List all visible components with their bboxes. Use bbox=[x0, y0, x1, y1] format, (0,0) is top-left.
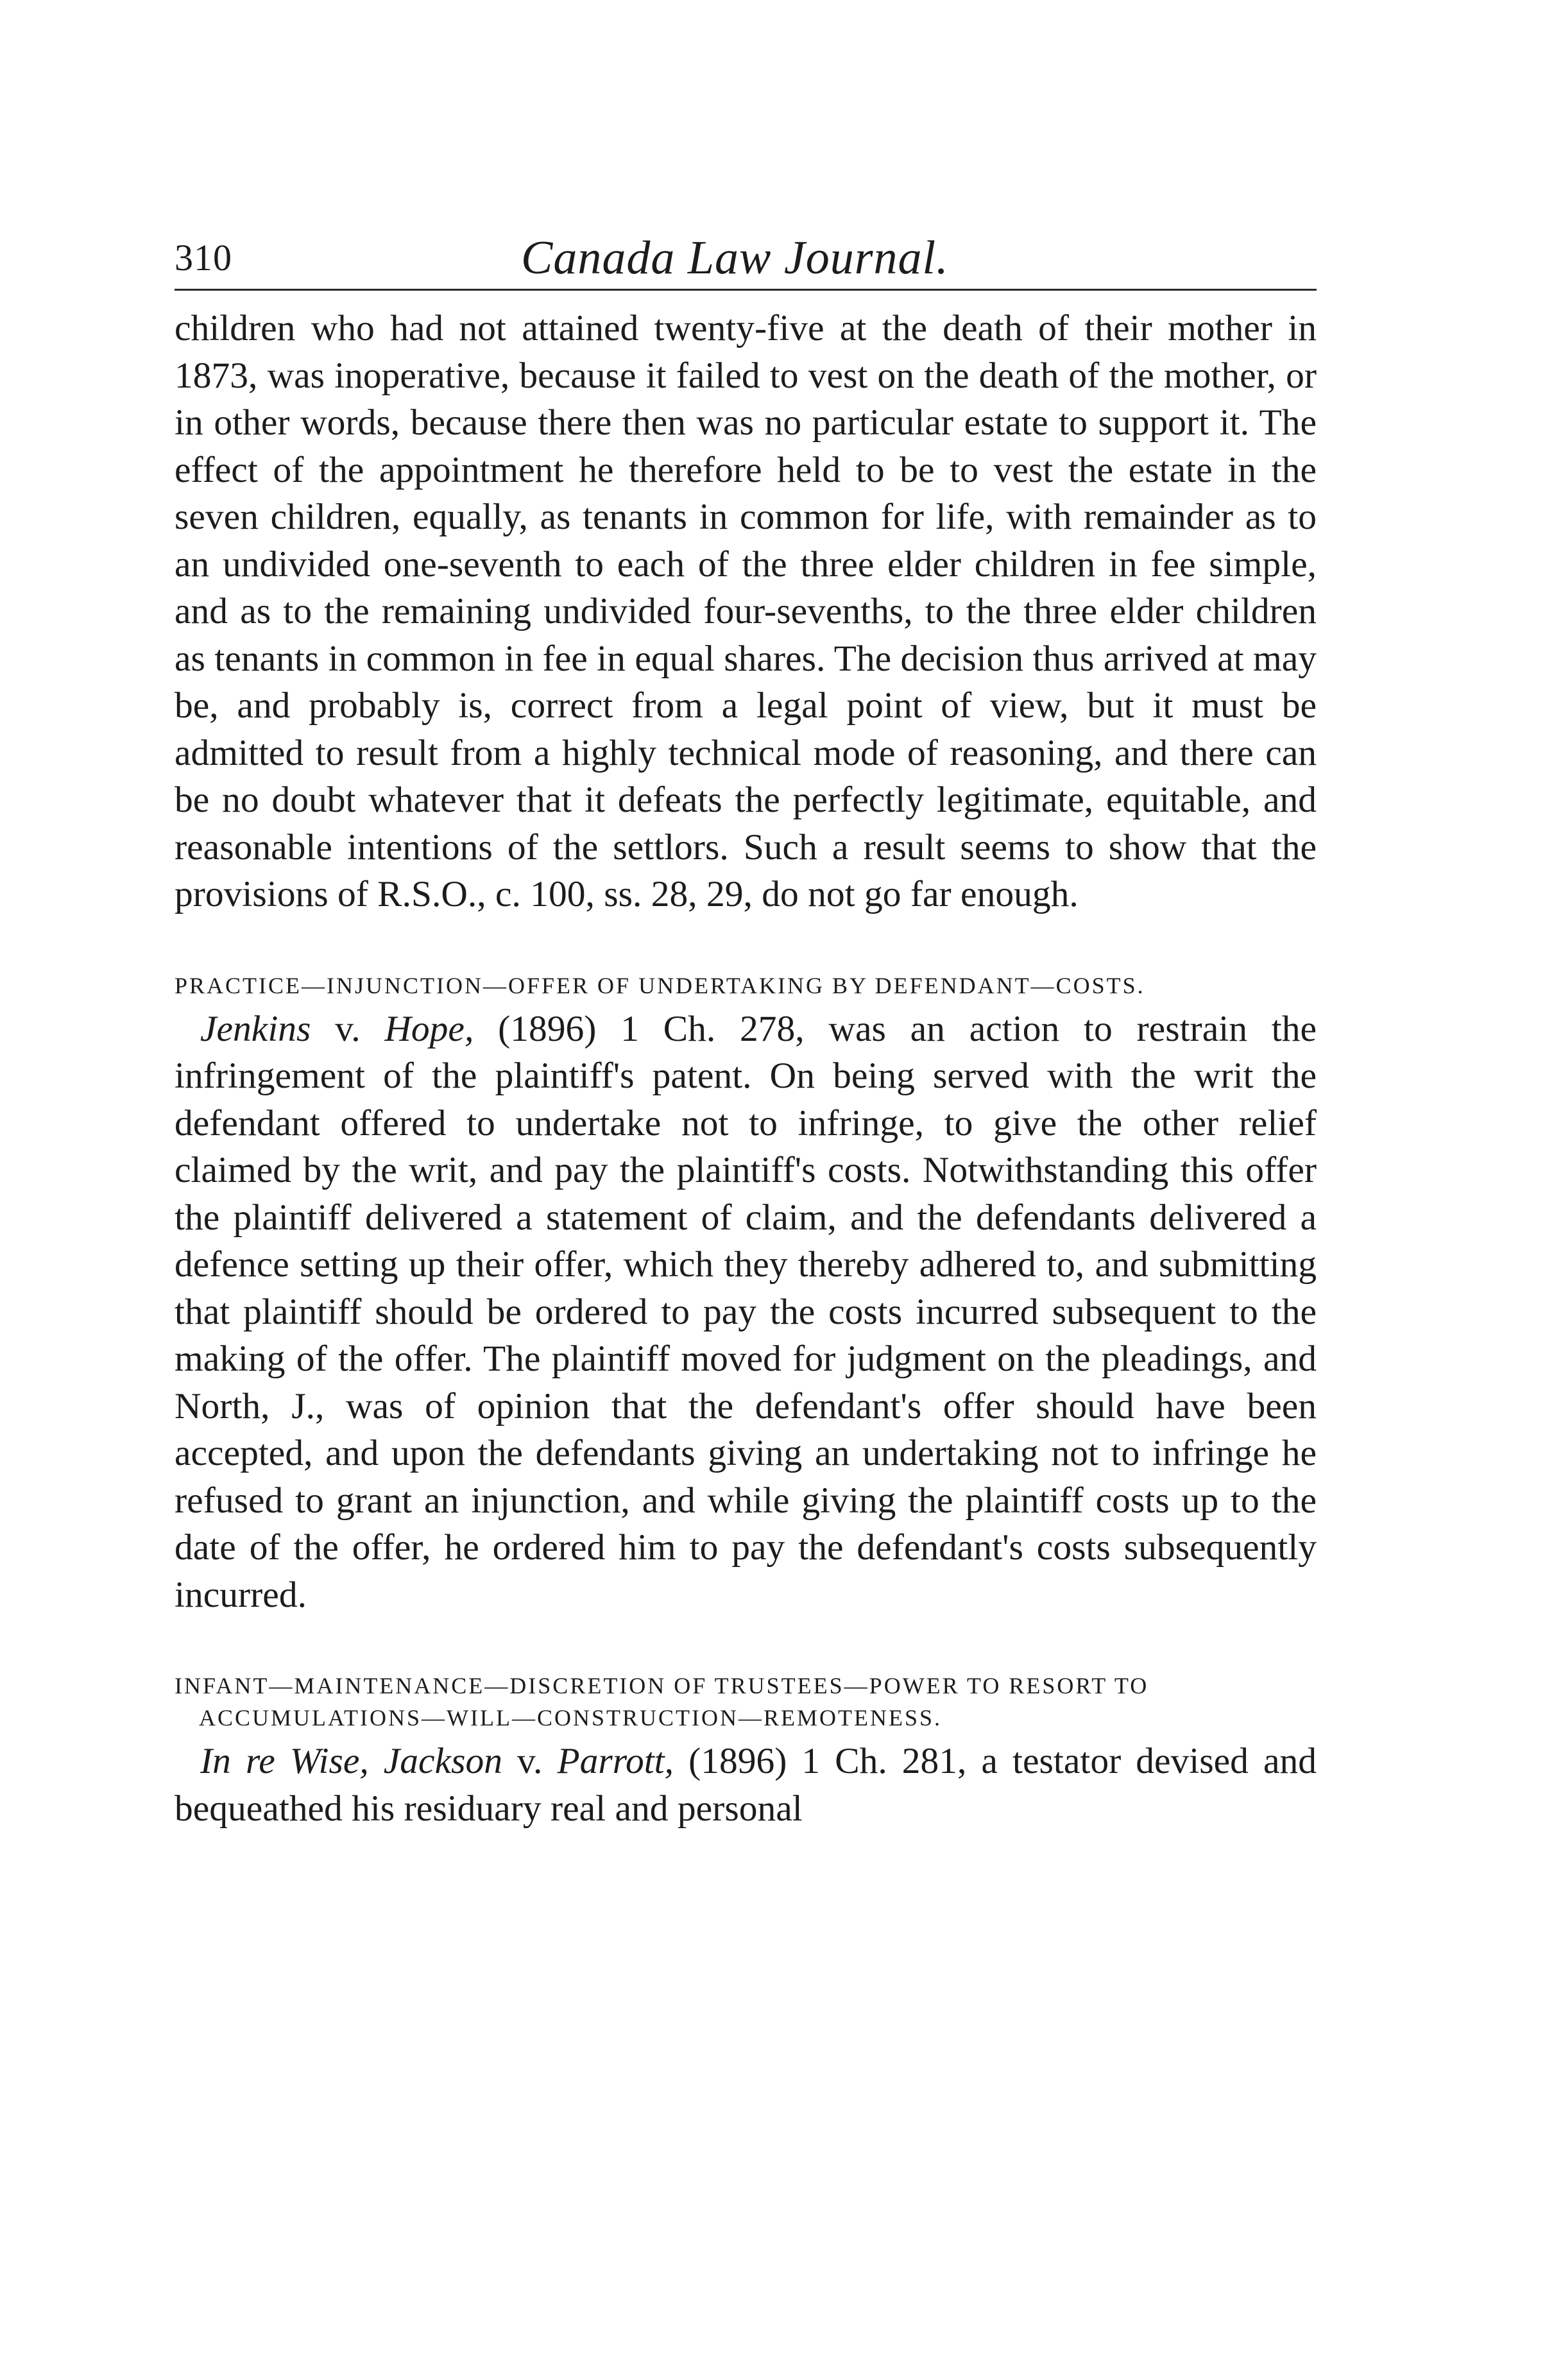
case-name-defendant: Hope, bbox=[384, 1008, 474, 1049]
case-name-defendant: Parrott, bbox=[557, 1741, 674, 1781]
case-text: (1896) 1 Ch. 278, was an action to restrain the infringement of the plaintiff's patent. On being served with the writ the defendant offered to undertake not to infringe, to give the other relief claimed by the writ, and pay the plaintiff's costs. Notwithstanding this offer the plaintiff delivered a statement of claim, and the defendants delivered a defence setting up their offer, which they thereby adhered to, and submitting that plaintiff should be ordered to pay the costs incurred subsequent to the making of the offer. The plaintiff moved for judgment on the pleadings, and North, J., was of opinion that the defendant's offer should have been accepted, and upon the defendants giving an undertaking not to infringe he refused to grant an injunction, and while giving the plaintiff costs up to the date of the offer, he ordered him to pay the defendant's costs subsequently incurred. bbox=[175, 1008, 1317, 1615]
running-head bbox=[175, 231, 1317, 291]
case-name-plaintiff: In re Wise, Jackson bbox=[200, 1741, 502, 1781]
case-versus: v. bbox=[311, 1008, 385, 1049]
page bbox=[175, 231, 1317, 1832]
case-versus: v. bbox=[502, 1741, 558, 1781]
section-heading-infant: INFANT—MAINTENANCE—DISCRETION OF TRUSTEES—POWER TO RESORT TO ACCUMULATIONS—WILL—CONSTRUCTION—REMOTENESS. bbox=[175, 1673, 1149, 1731]
case-name-plaintiff: Jenkins bbox=[200, 1008, 311, 1049]
journal-title: Canada Law Journal. bbox=[521, 232, 949, 284]
paragraph-jenkins-v-hope bbox=[175, 1006, 1317, 1619]
paragraph-continued: children who had not attained twenty-five at the death of their mother in 1873, was inoperative, because it failed to vest on the death of the mother, or in other words, because there then was no particular estate to support it. The effect of the appointment he therefore held to be to vest the estate in the seven children, equally, as tenants in common for life, with remainder as to an undivided one-seventh to each of the three elder children in fee simple, and as to the remaining undivided four-sevenths, to the three elder children as tenants in common in fee in equal shares. The decision thus arrived at may be, and probably is, correct from a legal point of view, but it must be admitted to result from a highly technical mode of reasoning, and there can be no doubt whatever that it defeats the perfectly legitimate, equitable, and reasonable intentions of the settlors. Such a result seems to show that the provisions of R.S.O., c. 100, ss. 28, 29, do not go far enough. bbox=[175, 308, 1317, 914]
section-heading-practice: PRACTICE—INJUNCTION—OFFER OF UNDERTAKING BY DEFENDANT—COSTS. bbox=[175, 972, 1145, 998]
case-text: (1896) 1 Ch. 281, a testator devised and bequeathed his residuary real and personal bbox=[175, 1741, 1317, 1829]
page-number: 310 bbox=[175, 237, 232, 278]
paragraph-in-re-wise bbox=[175, 1738, 1317, 1832]
